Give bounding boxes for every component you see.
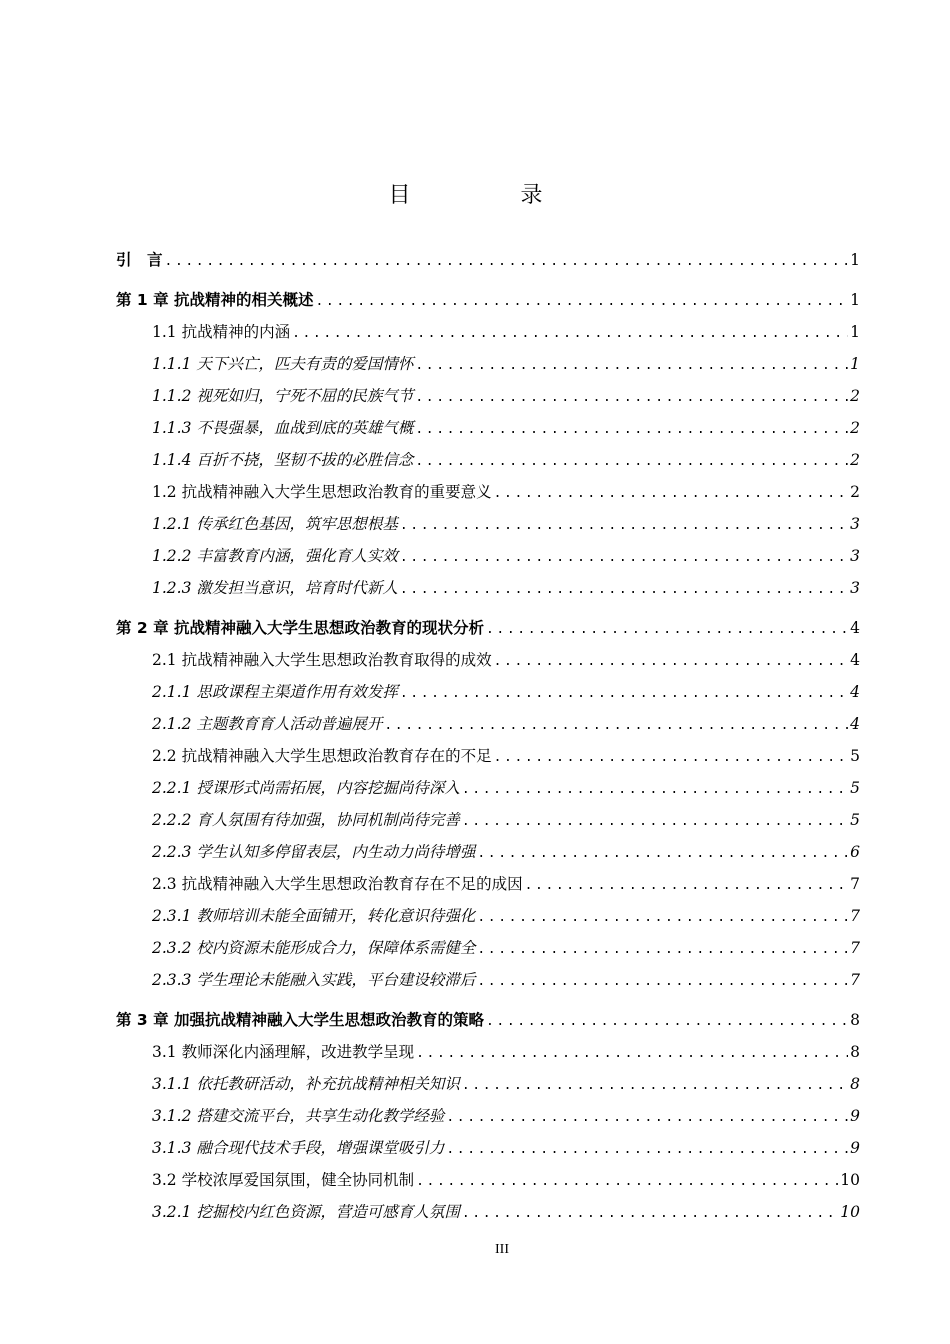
toc-entry-subsection[interactable] <box>116 544 860 576</box>
toc-entry-page: 6 <box>850 843 860 861</box>
toc-entry-page: 7 <box>850 971 860 989</box>
toc-entry-label: 1.2.3 激发担当意识，培育时代新人 <box>152 579 398 597</box>
toc-entry-subsection[interactable] <box>116 776 860 808</box>
toc-entry-subsection[interactable] <box>116 712 860 744</box>
toc-entry-label: 2.3.2 校内资源未能形成合力，保障体系需健全 <box>152 939 476 957</box>
toc-entry-page: 2 <box>850 451 860 469</box>
leader-dots <box>400 518 848 533</box>
toc-entry-label: 2.1.1 思政课程主渠道作用有效发挥 <box>152 683 398 701</box>
toc-entry-page: 2 <box>850 419 860 437</box>
leader-dots <box>415 454 848 469</box>
leader-dots <box>525 878 848 893</box>
leader-dots <box>416 1046 848 1061</box>
toc-entry-label: 1.1.1 天下兴亡，匹夫有责的爱国情怀 <box>152 355 414 373</box>
toc-entry-label: 3.1.2 搭建交流平台，共享生动化教学经验 <box>152 1107 445 1125</box>
leader-dots <box>462 1078 848 1093</box>
toc-entry-section[interactable] <box>116 648 860 680</box>
toc-entry-subsection[interactable] <box>116 384 860 416</box>
toc-entry-page: 10 <box>840 1171 860 1189</box>
toc-entry-subsection[interactable] <box>116 808 860 840</box>
toc-entry-page: 9 <box>850 1139 860 1157</box>
toc-entry-introduction[interactable] <box>116 248 860 280</box>
toc-entry-subsection[interactable] <box>116 1104 860 1136</box>
leader-dots <box>494 654 848 669</box>
toc-entry-section[interactable] <box>116 480 860 512</box>
leader-dots <box>462 782 848 797</box>
toc-entry-subsection[interactable] <box>116 416 860 448</box>
toc-entry-subsection[interactable] <box>116 680 860 712</box>
toc-entry-label: 1.1.2 视死如归，宁死不屈的民族气节 <box>152 387 414 405</box>
leader-dots <box>494 750 848 765</box>
toc-entry-label: 2.3.3 学生理论未能融入实践，平台建设较滞后 <box>152 971 476 989</box>
toc-title: 目 录 <box>388 183 587 208</box>
toc-entry-page: 1 <box>850 251 860 269</box>
toc-entry-page: 4 <box>850 651 860 669</box>
toc-entry-subsection[interactable] <box>116 840 860 872</box>
toc-entry-page: 5 <box>850 779 860 797</box>
toc-entry-chapter-3[interactable] <box>116 1008 860 1040</box>
toc-entry-subsection[interactable] <box>116 1200 860 1232</box>
toc-entry-subsection[interactable] <box>116 904 860 936</box>
toc-entry-page: 3 <box>850 547 860 565</box>
toc-entry-subsection[interactable] <box>116 1136 860 1168</box>
toc-entry-label: 第 3 章 加强抗战精神融入大学生思想政治教育的策略 <box>116 1011 484 1029</box>
leader-dots <box>400 582 848 597</box>
toc-entry-page: 1 <box>850 355 860 373</box>
leader-dots <box>384 718 848 733</box>
toc-entry-label: 第 2 章 抗战精神融入大学生思想政治教育的现状分析 <box>116 619 484 637</box>
toc-entry-subsection[interactable] <box>116 968 860 1000</box>
leader-dots <box>400 550 848 565</box>
leader-dots <box>292 326 848 341</box>
toc-entry-label: 2.2 抗战精神融入大学生思想政治教育存在的不足 <box>152 747 492 765</box>
toc-entry-label: 第 1 章 抗战精神的相关概述 <box>116 291 314 309</box>
toc-entry-label: 3.2 学校浓厚爱国氛围，健全协同机制 <box>152 1171 415 1189</box>
leader-dots <box>477 910 848 925</box>
toc-entry-label: 2.3.1 教师培训未能全面铺开，转化意识待强化 <box>152 907 476 925</box>
toc-entry-label: 3.1.3 融合现代技术手段，增强课堂吸引力 <box>152 1139 445 1157</box>
leader-dots <box>315 294 848 309</box>
toc-entry-subsection[interactable] <box>116 1072 860 1104</box>
toc-entry-page: 7 <box>850 939 860 957</box>
toc-entry-page: 3 <box>850 579 860 597</box>
leader-dots <box>446 1142 848 1157</box>
toc-entry-label: 2.1 抗战精神融入大学生思想政治教育取得的成效 <box>152 651 492 669</box>
toc-entry-label: 2.3 抗战精神融入大学生思想政治教育存在不足的成因 <box>152 875 523 893</box>
toc-entry-page: 5 <box>850 811 860 829</box>
leader-dots <box>477 846 848 861</box>
toc-entry-label: 3.1.1 依托教研活动，补充抗战精神相关知识 <box>152 1075 460 1093</box>
toc-entry-section[interactable] <box>116 744 860 776</box>
toc-entry-page: 4 <box>850 683 860 701</box>
toc-entry-page: 3 <box>850 515 860 533</box>
toc-entry-page: 4 <box>850 619 860 637</box>
toc-entry-section[interactable] <box>116 320 860 352</box>
table-of-contents <box>116 248 860 1232</box>
leader-dots <box>165 254 848 269</box>
leader-dots <box>415 422 848 437</box>
toc-entry-label: 1.2.2 丰富教育内涵，强化育人实效 <box>152 547 398 565</box>
leader-dots <box>416 1174 838 1189</box>
toc-entry-label: 3.2.1 挖掘校内红色资源，营造可感育人氛围 <box>152 1203 460 1221</box>
toc-entry-page: 8 <box>850 1043 860 1061</box>
toc-entry-subsection[interactable] <box>116 576 860 608</box>
toc-entry-page: 1 <box>850 291 860 309</box>
toc-entry-section[interactable] <box>116 872 860 904</box>
toc-entry-page: 8 <box>850 1011 860 1029</box>
toc-entry-label: 1.1 抗战精神的内涵 <box>152 323 291 341</box>
toc-entry-subsection[interactable] <box>116 512 860 544</box>
leader-dots <box>486 622 848 637</box>
leader-dots <box>446 1110 848 1125</box>
toc-entry-page: 2 <box>850 483 860 501</box>
toc-entry-label: 2.2.3 学生认知多停留表层，内生动力尚待增强 <box>152 843 476 861</box>
toc-entry-section[interactable] <box>116 1040 860 1072</box>
page-number-footer: III <box>495 1242 509 1257</box>
toc-entry-label: 1.1.3 不畏强暴，血战到底的英雄气概 <box>152 419 414 437</box>
toc-entry-label: 1.2 抗战精神融入大学生思想政治教育的重要意义 <box>152 483 492 501</box>
leader-dots <box>415 390 848 405</box>
leader-dots <box>400 686 848 701</box>
leader-dots <box>462 1206 838 1221</box>
leader-dots <box>415 358 848 373</box>
toc-entry-label: 2.2.2 育人氛围有待加强，协同机制尚待完善 <box>152 811 460 829</box>
toc-entry-label: 2.1.2 主题教育育人活动普遍展开 <box>152 715 383 733</box>
leader-dots <box>477 942 848 957</box>
leader-dots <box>494 486 848 501</box>
toc-entry-subsection[interactable] <box>116 448 860 480</box>
toc-entry-subsection[interactable] <box>116 352 860 384</box>
toc-entry-label: 1.2.1 传承红色基因，筑牢思想根基 <box>152 515 398 533</box>
toc-entry-label: 引 言 <box>116 251 163 269</box>
toc-entry-label: 2.2.1 授课形式尚需拓展，内容挖掘尚待深入 <box>152 779 460 797</box>
toc-entry-section[interactable] <box>116 1168 860 1200</box>
toc-entry-page: 10 <box>840 1203 860 1221</box>
leader-dots <box>486 1014 848 1029</box>
toc-entry-page: 7 <box>850 875 860 893</box>
toc-entry-chapter-2[interactable] <box>116 616 860 648</box>
leader-dots <box>477 974 848 989</box>
toc-entry-subsection[interactable] <box>116 936 860 968</box>
toc-entry-page: 1 <box>850 323 860 341</box>
toc-entry-chapter-1[interactable] <box>116 288 860 320</box>
toc-entry-page: 5 <box>850 747 860 765</box>
toc-entry-page: 4 <box>850 715 860 733</box>
toc-entry-page: 9 <box>850 1107 860 1125</box>
toc-entry-label: 1.1.4 百折不挠，坚韧不拔的必胜信念 <box>152 451 414 469</box>
leader-dots <box>462 814 848 829</box>
toc-entry-page: 8 <box>850 1075 860 1093</box>
toc-entry-label: 3.1 教师深化内涵理解，改进教学呈现 <box>152 1043 415 1061</box>
toc-entry-page: 7 <box>850 907 860 925</box>
toc-entry-page: 2 <box>850 387 860 405</box>
